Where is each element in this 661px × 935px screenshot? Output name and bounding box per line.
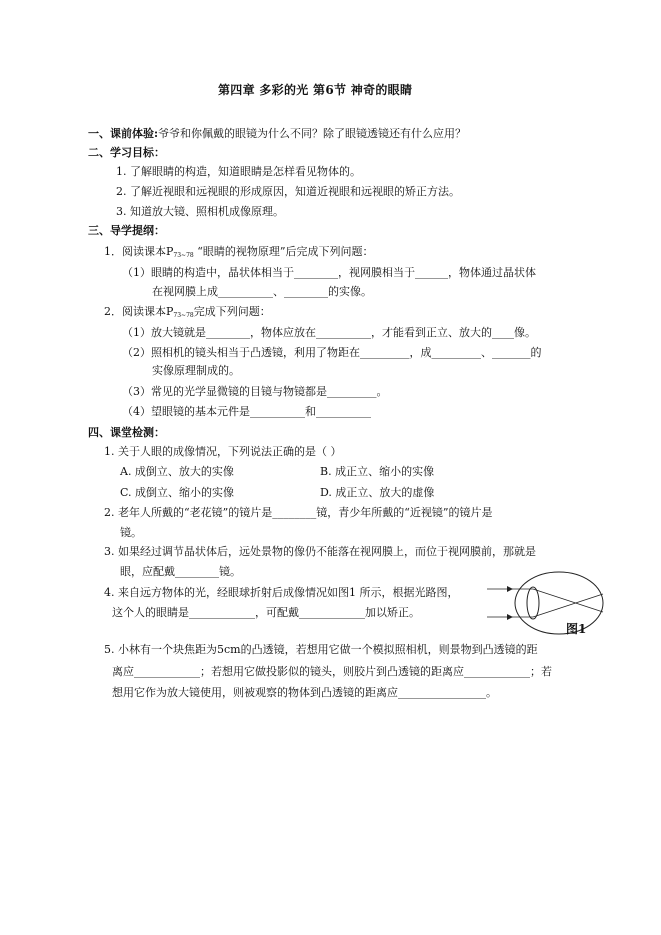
quiz-question-2: 2. 老年人所戴的“老花镜”的镜片是________镜，青少年所戴的“近视镜”的镜片是 bbox=[104, 506, 493, 519]
section-4-heading: 四、课堂检测： bbox=[88, 426, 165, 439]
refracted-ray-bottom bbox=[533, 594, 603, 617]
guide-question-2-3: （3）常见的光学显微镜的目镜与物镜都是_________。 bbox=[122, 385, 388, 398]
quiz-question-5-cont-2: 想用它作为放大镜使用，则被观察的物体到凸透镜的距离应________________。 bbox=[112, 686, 497, 699]
section-2-heading: 二、学习目标： bbox=[88, 146, 165, 159]
quiz-option-a: A. 成倒立、放大的实像 bbox=[120, 465, 234, 478]
guide-question-2-1: （1）放大镜就是________，物体应放在__________，才能看到正立、放大的____像。 bbox=[122, 326, 536, 339]
section-1-heading: 一、课前体验: bbox=[88, 127, 159, 140]
arrow-head-top bbox=[507, 586, 513, 592]
arrow-head-bottom bbox=[507, 614, 513, 620]
lens-shape bbox=[527, 587, 539, 619]
objective-item-2: 2. 了解近视眼和远视眼的形成原因，知道近视眼和远视眼的矫正方法。 bbox=[116, 185, 460, 198]
page-title: 第四章 多彩的光 第6节 神奇的眼睛 bbox=[218, 83, 413, 97]
page-range-subscript: 73~78 bbox=[173, 252, 194, 259]
guide-question-2-4: （4）望眼镜的基本元件是__________和__________ bbox=[122, 405, 371, 418]
quiz-question-3: 3. 如果经过调节晶状体后，远处景物的像仍不能落在视网膜上，而位于视网膜前，那就是 bbox=[104, 545, 536, 558]
quiz-question-3-cont: 眼，应配戴________镜。 bbox=[120, 565, 241, 578]
guide-question-2-2: （2）照相机的镜头相当于凸透镜，利用了物距在_________，成_________、_______的 bbox=[122, 346, 542, 359]
quiz-question-5: 5. 小林有一个块焦距为5cm的凸透镜，若想用它做一个模拟照相机，则景物到凸透镜的距 bbox=[104, 643, 538, 656]
guide-question-2: 2．阅读课本$P_{73\sim 78}$完成下列问题： bbox=[104, 305, 271, 319]
quiz-question-1: 1. 关于人眼的成像情况，下列说法正确的是（ ） bbox=[104, 445, 342, 458]
refracted-ray-top bbox=[533, 589, 603, 612]
eye-ray-diagram-figure bbox=[485, 567, 617, 645]
section-1-line bbox=[88, 127, 466, 141]
quiz-option-d: D. 成正立、放大的虚像 bbox=[320, 486, 435, 499]
quiz-question-4-cont: 这个人的眼睛是____________，可配戴____________加以矫正。 bbox=[112, 606, 420, 619]
objective-item-1: 1. 了解眼睛的构造，知道眼睛是怎样看见物体的。 bbox=[116, 165, 361, 178]
guide-question-1: 1．阅读课本$P_{73\sim 78}$ “眼睛的视物原理”后完成下列问题： bbox=[104, 245, 374, 259]
figure-1-label: 图1 bbox=[566, 622, 587, 636]
quiz-question-5-cont-1: 离应____________；若想用它做投影似的镜头，则胶片到凸透镜的距离应____________；若 bbox=[112, 665, 552, 678]
section-1-text: 爷爷和你佩戴的眼镜为什么不同？除了眼镜透镜还有什么应用？ bbox=[158, 127, 467, 140]
section-3-heading: 三、导学提纲： bbox=[88, 224, 165, 237]
eyeball-outline bbox=[515, 572, 603, 634]
guide-question-2-2-cont: 实像原理制成的。 bbox=[152, 364, 240, 377]
guide-question-1-1: （1）眼睛的构造中，晶状体相当于________，视网膜相当于______，物体通过晶状体 bbox=[122, 266, 536, 279]
quiz-question-4: 4. 来自远方物体的光，经眼球折射后成像情况如图1 所示，根据光路图， bbox=[104, 586, 459, 599]
quiz-option-b: B. 成正立、缩小的实像 bbox=[320, 465, 435, 478]
quiz-question-2-cont: 镜。 bbox=[120, 526, 142, 539]
quiz-option-c: C. 成倒立、缩小的实像 bbox=[120, 486, 235, 499]
objective-item-3: 3. 知道放大镜、照相机成像原理。 bbox=[116, 205, 284, 218]
guide-question-1-1-cont: 在视网膜上成__________、________的实像。 bbox=[152, 285, 372, 298]
page-range-subscript: 73~78 bbox=[173, 312, 194, 319]
